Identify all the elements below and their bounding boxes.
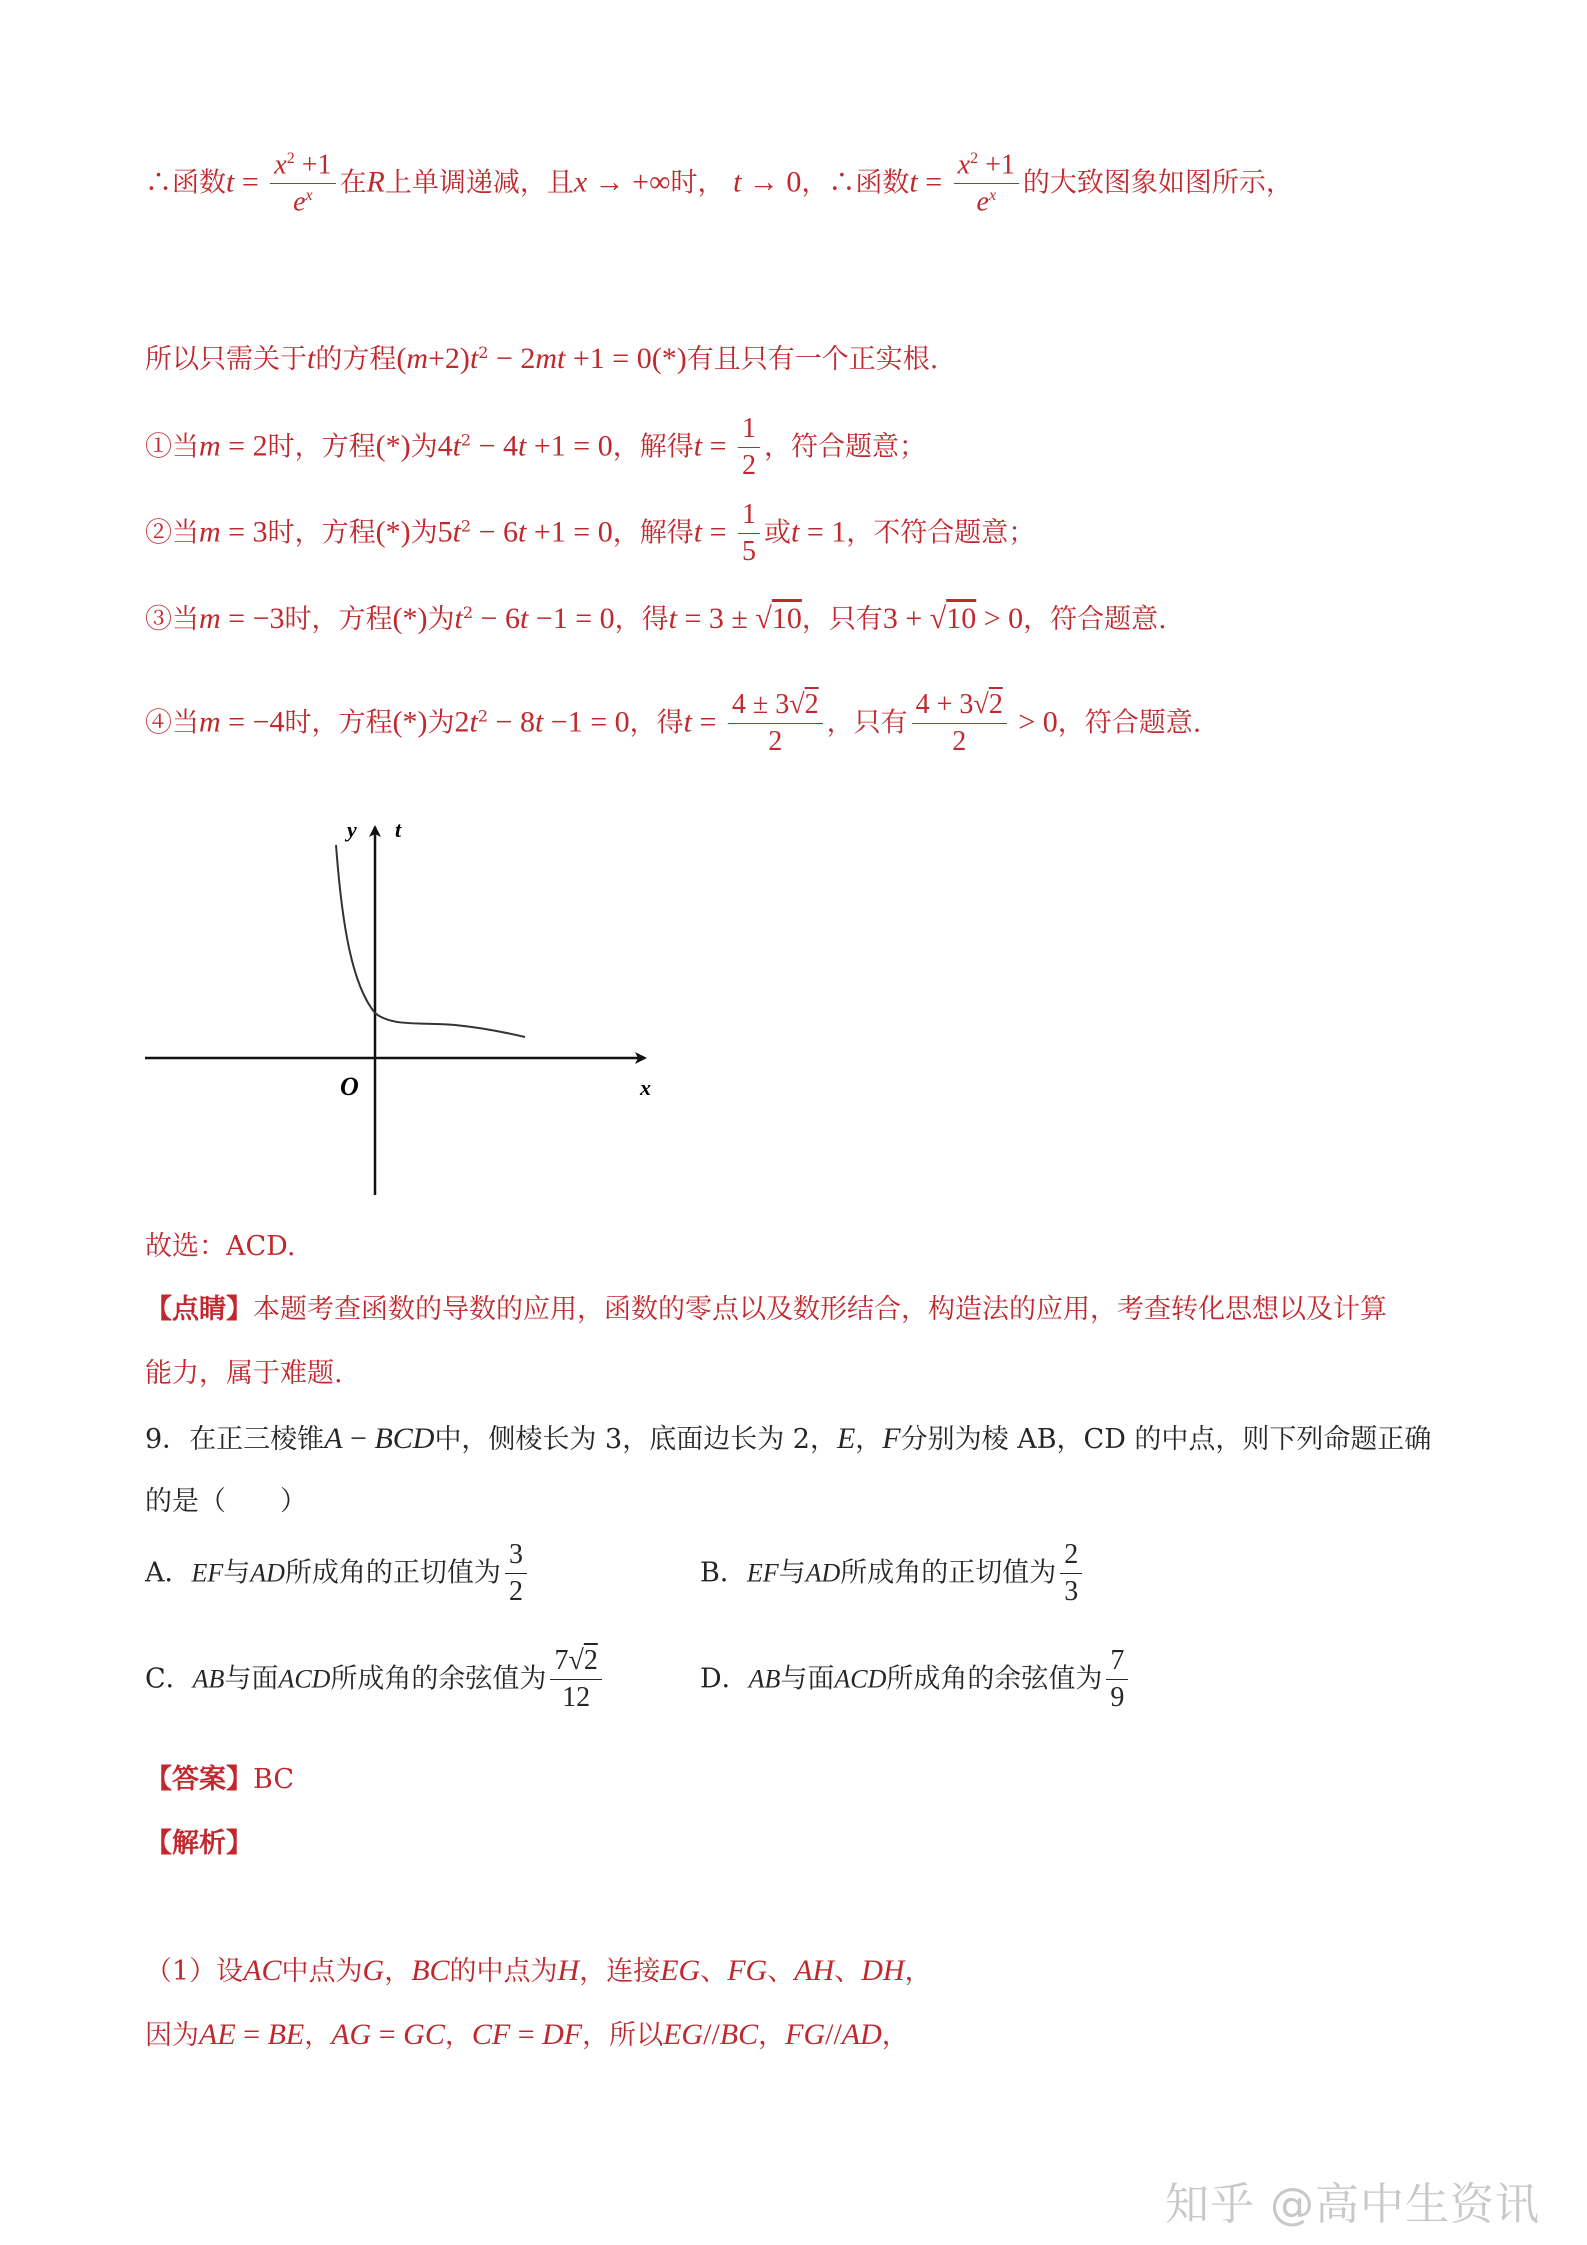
y-label: y [347,817,357,842]
origin-label: O [340,1072,359,1101]
case-2: ②当m = 3时，方程(*)为$5t^2 - 6t +1 = 0$，解得t = $\frac{1}{5}$ 或t = 1，不符合题意； [145,499,1036,567]
fraction: $\frac{7}{9}$ [1106,1646,1128,1714]
case-3: ③当m = −3时，方程(*)为$t^2 - 6t -1 = 0$，得t = 3 ± √10，只有3 + √10 > 0，符合题意. [145,602,1167,635]
question-9-line-1: 9．在正三棱锥A − BCD中，侧棱长为 3，底面边长为 2，E，F分别为棱 AB，CD 的中点，则下列命题正确 [145,1422,1432,1455]
case-1: ①当m = 2时，方程(*)为$4t^2 - 4t +1 = 0$，解得t = $\frac{1}{2}$ ，符合题意； [145,413,926,481]
fraction: $\frac{x^2 +1}{e^x}$ [954,150,1019,218]
fraction: $\frac{7√2}{12}$ [550,1646,601,1714]
option-a[interactable]: A．EF与AD所成角的正切值为 $\frac{3}{2}$ [145,1540,531,1608]
answer-select: 故选：ACD. [145,1231,296,1262]
question-9-line-2: 的是（ ） [145,1486,307,1517]
fraction: $\frac{1}{5}$ [738,500,760,568]
curve [336,845,525,1037]
therefore-symbol: ∴ [145,167,172,199]
dianjing-line-2: 能力，属于难题. [145,1358,343,1389]
x-label: x [640,1075,651,1100]
fraction: $\frac{3}{2}$ [505,1540,527,1608]
dianjing-line-1: 【点睛】本题考查函数的导数的应用，函数的零点以及数形结合，构造法的应用，考查转化思想以及计算 [145,1294,1387,1325]
conclusion-line-1: ∴函数t = $\frac{x^2 +1}{e^x}$ 在R上单调递减，且x → +∞时， t → 0，∴函数t = $\frac{x^2 +1}{e^x}$ 的大致图象如图所示， [145,149,1293,218]
case-4: ④当m = −4时，方程(*)为$2t^2 - 8t -1 = 0$，得t = $\frac{4 \pm 3√2}{2}$ ，只有 $\frac{4 + 3√2}{2}$ > 0，符合题意. [145,689,1202,757]
option-d[interactable]: D．AB与面ACD所成角的余弦值为 $\frac{7}{9}$ [700,1646,1132,1714]
solution-line-1: （1）设AC中点为G，BC的中点为H，连接EG、FG、AH、DH， [145,1954,932,1987]
fraction: $\frac{1}{2}$ [738,414,760,482]
answer-line: 【答案】BC [145,1764,295,1795]
fraction: $\frac{4 \pm 3√2}{2}$ [728,690,823,758]
fraction: $\frac{x^2 +1}{e^x}$ [270,150,335,218]
option-c[interactable]: C．AB与面ACD所成角的余弦值为 $\frac{7√2}{12}$ [145,1646,606,1714]
function-graph [140,815,660,1205]
fraction: $\frac{4 + 3√2}{2}$ [912,690,1007,758]
jiexi-heading: 【解析】 [145,1828,253,1859]
conclusion-line-2: 所以只需关于t的方程$(m+2)t^2 - 2mt +1 = 0(*)$有且只有一个正实根. [145,342,939,375]
solution-line-2: 因为AE = BE，AG = GC，CF = DF，所以EG//BC，FG//AD， [145,2018,909,2051]
watermark: 知乎 @高中生资讯 [1165,2179,1540,2230]
option-b[interactable]: B．EF与AD所成角的正切值为 $\frac{2}{3}$ [700,1540,1086,1608]
t-label: t [395,817,402,842]
fraction: $\frac{2}{3}$ [1060,1540,1082,1608]
